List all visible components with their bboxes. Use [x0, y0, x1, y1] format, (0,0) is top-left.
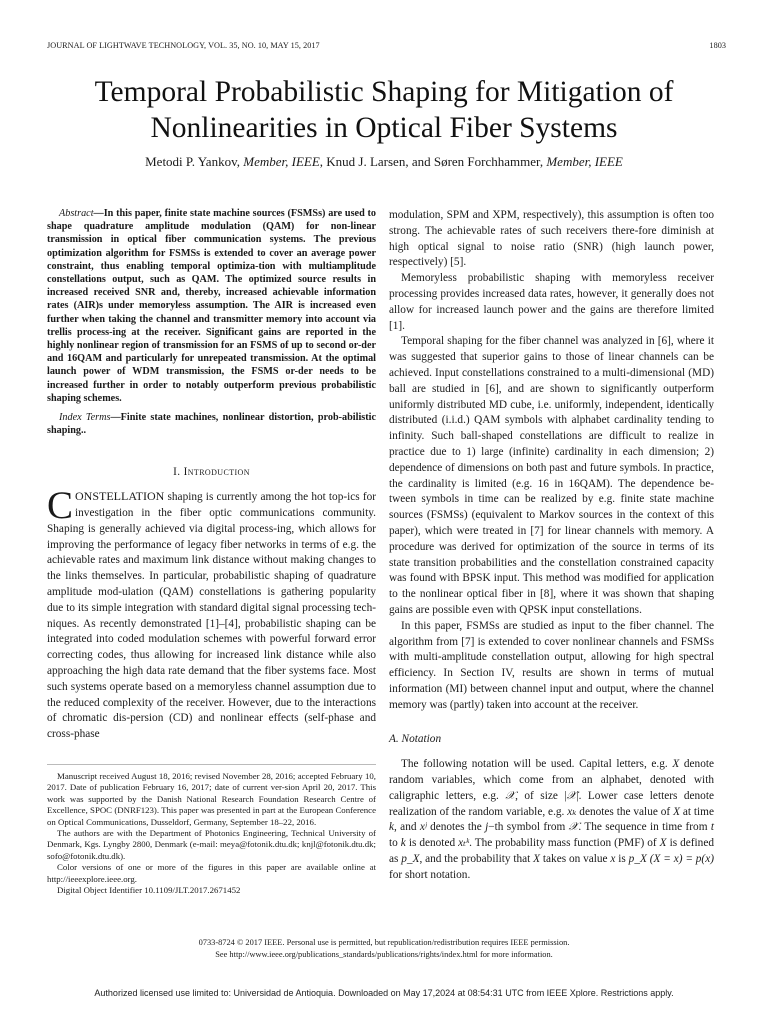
- title-line-2: Nonlinearities in Optical Fiber Systems: [150, 112, 618, 144]
- footnote-doi: Digital Object Identifier 10.1109/JLT.2017.2671452: [57, 885, 241, 896]
- math-var: x: [610, 853, 616, 866]
- notation-text: for short notation.: [389, 868, 471, 881]
- math-var: p_X: [401, 853, 420, 866]
- notation-text: denote random variables, which come from an alphabet, denoted with caligraphic letters, e.g.: [389, 758, 714, 802]
- math-var: t: [710, 821, 714, 834]
- footnotes: [47, 771, 376, 896]
- index-terms-text: Finite state machines, nonlinear distortion, prob-abilistic shaping..: [47, 412, 376, 437]
- right-paragraph-2: Memoryless probabilistic shaping with memoryless receiver processing provides increased data rates, however, it generally does not allow for increased launch power and the gains are therefore limited [1].: [389, 272, 714, 332]
- abstract-dash: —: [93, 208, 104, 219]
- copyright-notice: [40, 937, 728, 961]
- paper-title: [40, 74, 728, 146]
- author-1-role: Member, IEEE: [243, 154, 320, 169]
- notation-paragraph: [389, 757, 714, 883]
- copyright-line-2: See http://www.ieee.org/publications_standards/publications/rights/index.html for more information.: [215, 950, 553, 959]
- intro-text: shaping is currently among the hot top-ics for investigation in the fiber optic communications community. Shaping is generally achieved via digital process-ing, which allows for improving the performance of legacy fiber networks in terms of e.g. the achievable rates and maximum link distance without making changes to the links themselves. In particular, probabilistic shaping of quadrature amplitude mod-ulation (QAM) constellations is gathering popularity due to its simple integration with standard digital signal processing tech-niques. As recently demonstrated [1]–[4], probabilistic shaping can be integrated into coded modulation schemes with powerful forward error correcting codes, thus allowing for increased link distance while also approaching the high data rate demand that the fiber systems face. Most such systems operate based on a memoryless channel assumption due to the reduced complexity of the receiver. However, due to the interactions of chromatic dis-persion (CD) and nonlinear effects (self-phase and cross-phase: [47, 491, 376, 741]
- index-terms-label: Index Terms: [59, 412, 111, 424]
- running-header: [47, 41, 726, 53]
- abstract: [47, 207, 376, 405]
- math-var: X: [533, 853, 541, 866]
- abstract-label: Abstract: [59, 208, 94, 219]
- section-title: Introduction: [183, 466, 250, 479]
- notation-text: , and the probability that: [419, 853, 534, 866]
- notation-text: , and: [394, 821, 420, 834]
- math-var: X: [672, 758, 680, 771]
- author-3-role: Member, IEEE: [546, 154, 623, 169]
- footnote-manuscript: Manuscript received August 18, 2016; revised November 28, 2016; accepted February 10, 2017. Date of publication February 16, 2017; date of current ver-sion April 20, 2017. This work was supported by the Danish National Research Foundation Research Centre of Excellence, SPOC (DNRF123). This paper was presented in part at the European Conference on Optical Communications, Dusseldorf, Germany, September 18–22, 2016.: [47, 771, 376, 827]
- footnote-color: Color versions of one or more of the figures in this paper are available online at http://ieeexplore.ieee.org.: [47, 862, 376, 884]
- math-var: k: [389, 821, 395, 834]
- right-paragraph-3: Temporal shaping for the fiber channel was analyzed in [6], where it was suggested that superior gains to those of linear channels can be achieved. Input constellations constrained to a multi-dimensional (MD) ball are studied in [6], and are shown to significantly outperform uniformly distributed MD cube, i.e. uniformly, independent, identically distributed (i.i.d.) QAM symbols with alphabet cardinality tending to infinity. Such ball-shaped constellations are difficult to realize in practice due to 1) large (infinite) cardinality in each dimension; 2) dependence of dimensions on both past and future symbols. In practice, the cardinality is limited (e.g. 16 in 16QAM). The dependence be-tween symbols in time can be realized by e.g. finite state machine sources (FSMSs) (equivalent to Markov sources in the context of this paper), which were treated in [7] for linear channels with memory. A procedure was derived for optimization of the source in terms of its state transition probabilities and the constellation constrained capacity was found with BPSK input. This method was modified for application to the nonlinear optical fiber in [8], where it was shown that shaping gains are possible even with QPSK input constellations.: [389, 335, 714, 616]
- math-var: xₖ: [567, 805, 577, 818]
- right-paragraph-1: modulation, SPM and XPM, respectively), this assumption is often too strong. The achievable rates of such receivers there-fore diminish at high optical signal to noise ratio (SNR) (high launch power, respectively) [5].: [389, 209, 714, 269]
- index-terms: [47, 411, 376, 437]
- abstract-text: In this paper, finite state machine sources (FSMSs) are used to shape quadrature amplitude modulation (QAM) for non-linear transmission in optical fiber communication systems. The previous optimization algorithm for FSMSs is extended to cover an average power constraint, thus enabling temporal optimiza-tion with multiamplitude constellations output, such as QAM. The optimized source results in increased received SNR and, thereby, increased achievable information rates (AIR)s under memoryless assumption. The AIR is increased even further when taking the channel and transmitter memory into account via trellis process-ing at the receiver. Significant gains are reported in the highly nonlinear region of transmission for an FSMS of up to second or-der and 16QAM and particularly for unrepeated transmission. At the optimal launch power of WDM transmission, the FSMS or-der needs to be increased further in order to notably outperform previous probabilistic shaping schemes.: [47, 208, 376, 404]
- notation-text: |. Lower case letters denote realization of the random variable, e.g.: [389, 789, 714, 818]
- index-terms-dash: —: [110, 412, 121, 424]
- math-var: xₜᵏ: [458, 837, 470, 850]
- math-var: j: [485, 821, 489, 834]
- math-var: X: [673, 805, 680, 818]
- notation-text: . The probability mass function (PMF) of: [469, 837, 660, 850]
- notation-text: at time: [679, 805, 714, 818]
- footnote-rule: [47, 764, 376, 765]
- right-paragraph-4: In this paper, FSMSs are studied as input to the fiber channel. The algorithm from [7] is extended to cover nonlinear channels and FSMSs with multi-amplitude constellation output, allowing for high spectral efficiency. In Section IV, results are shown in terms of mutual information (MI) between channel input and output, where the channel memory was (partly) taken into account at the receiver.: [389, 619, 714, 711]
- title-line-1: Temporal Probabilistic Shaping for Mitigation of: [94, 76, 674, 108]
- section-heading-introduction: [47, 465, 376, 481]
- right-column: [389, 208, 714, 884]
- notation-text: is defined as: [389, 837, 714, 866]
- journal-name: JOURNAL OF LIGHTWAVE TECHNOLOGY, VOL. 35, NO. 10, MAY 15, 2017: [47, 41, 320, 50]
- math-var: X: [659, 837, 667, 850]
- math-var: xʲ: [419, 821, 427, 834]
- notation-text: . The sequence in time from: [578, 821, 711, 834]
- notation-text: The following notation will be used. Capital letters, e.g.: [401, 758, 673, 771]
- author-list: [40, 154, 728, 170]
- notation-text: to: [389, 837, 401, 850]
- authorized-use-notice: Authorized licensed use limited to: Universidad de Antioquia. Downloaded on May 17,2024 at 08:54:31 UTC from IEEE Xplore. Restrictions apply.: [94, 988, 674, 998]
- author-1: Metodi P. Yankov,: [145, 154, 244, 169]
- math-var: 𝒳: [505, 789, 516, 802]
- copyright-line-1: 0733-8724 © 2017 IEEE. Personal use is permitted, but republication/redistribution requires IEEE permission.: [198, 938, 570, 947]
- notation-text: denotes the: [426, 821, 486, 834]
- drop-cap: C: [47, 484, 74, 528]
- math-var: k: [400, 837, 406, 850]
- math-var: 𝒳: [566, 789, 577, 802]
- notation-text: is denoted: [405, 837, 459, 850]
- page-number: 1803: [709, 41, 726, 50]
- footnote-affiliation: The authors are with the Department of Photonics Engineering, Technical University of Denmark, Kgs. Lyngby 2800, Denmark (e-mail: meya@fotonik.dtu.dk; knjl@fotonik.dtu.dk; sofo@fotonik.dtu.dk).: [47, 828, 376, 861]
- notation-text: −th symbol from: [488, 821, 569, 834]
- notation-text: is: [615, 853, 629, 866]
- left-column: [47, 207, 376, 743]
- notation-text: takes on value: [540, 853, 611, 866]
- author-2-3: , Knud J. Larsen, and Søren Forchhammer,: [319, 154, 547, 169]
- subsection-heading-notation: A. Notation: [389, 732, 442, 745]
- math-var: p_X (X = x) = p(x): [628, 853, 714, 866]
- intro-paragraph: [47, 484, 376, 743]
- notation-text: denotes the value of: [576, 805, 674, 818]
- intro-caps: ONSTELLATION: [75, 489, 165, 504]
- math-var: 𝒳: [568, 821, 579, 834]
- notation-text: , of size |: [515, 789, 567, 802]
- section-numeral: I.: [173, 466, 184, 479]
